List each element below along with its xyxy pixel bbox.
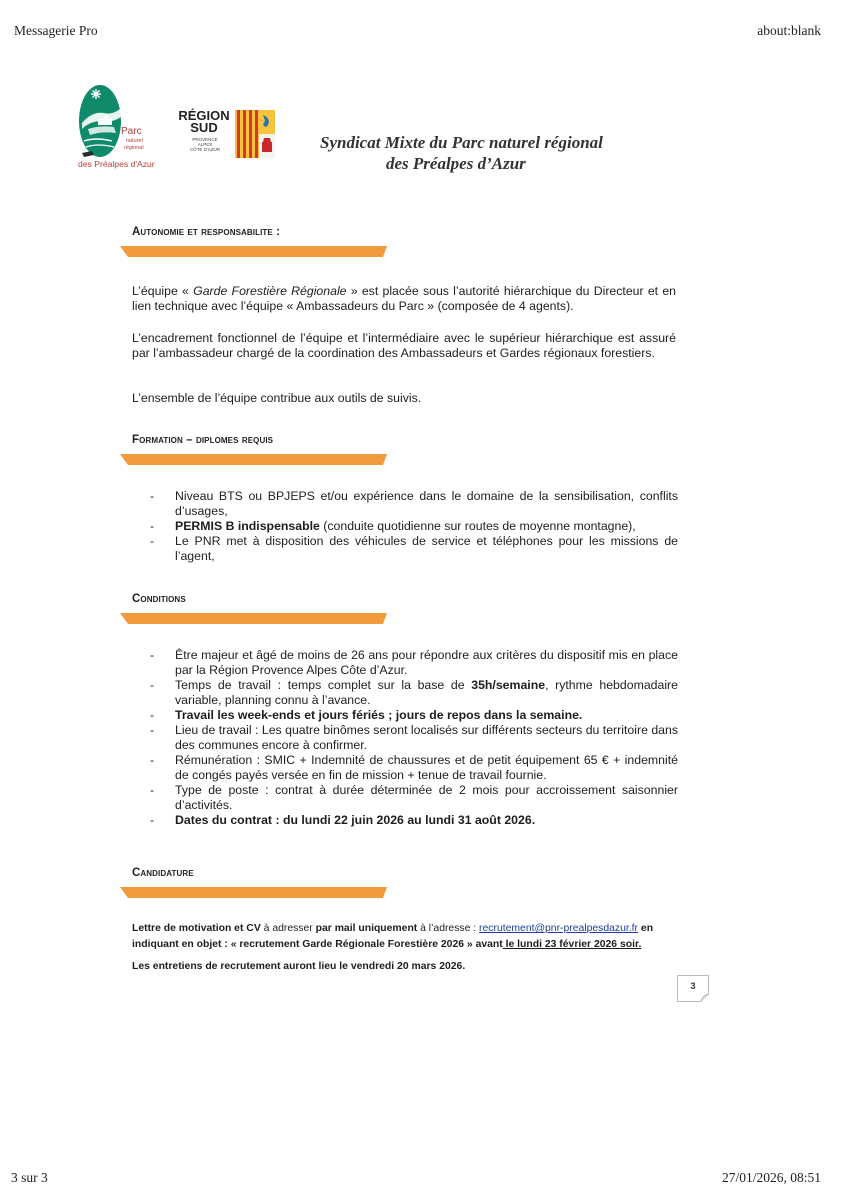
document-title: Syndicat Mixte du Parc naturel régional des Préalpes d’Azur — [320, 133, 603, 173]
section-underline-bar — [120, 613, 387, 624]
section-heading-conditions: Conditions — [132, 593, 186, 605]
print-footer-datetime: 27/01/2026, 08:51 — [721, 1170, 821, 1185]
list-item: - Être majeur et âgé de moins de 26 ans pour répondre aux critères du dispositif mis en place par la Région Provence Alpes Côte d’Azur. — [150, 648, 678, 677]
print-header-url: about:blank — [757, 23, 821, 38]
section-heading-formation: Formation – diplomes requis — [132, 434, 274, 446]
region-sud-logo — [175, 110, 277, 160]
pnr-logo-text: naturel — [126, 138, 143, 144]
print-footer-page-count: 3 sur 3 — [11, 1170, 48, 1185]
list-item: - Lieu de travail : Les quatre binômes seront localisés sur différents secteurs du territoire dans des communes encore à confirmer. — [150, 723, 678, 752]
section-heading-candidature: Candidature — [132, 867, 194, 879]
region-coat-of-arms-icon — [235, 110, 275, 158]
print-header-title: Messagerie Pro — [14, 23, 98, 38]
page-number: 3 — [690, 981, 696, 991]
pnr-prealpes-logo — [78, 83, 155, 175]
conditions-list — [148, 648, 678, 828]
region-logo-subtitle: PROVENCE ALPES CÔTE D'AZUR — [189, 137, 221, 152]
paragraph-candidature-instructions: Lettre de motivation et CV à adresser par mail uniquement à l’adresse : recrutement@pnr-prealpesdazur.fr en indiquant en objet : « recrutement Garde Régionale Forestière 2026 » avant le lundi 23 février 2026 soir. — [132, 923, 654, 950]
list-item: - Temps de travail : temps complet sur la base de 35h/semaine, rythme hebdomadaire variable, planning connu à l’avance. — [150, 678, 678, 707]
list-item: - Niveau BTS ou BPJEPS et/ou expérience dans le domaine de la sensibilisation, conflits d’usages, — [150, 489, 678, 518]
list-item: - Travail les week-ends et jours fériés ; jours de repos dans la semaine. — [150, 708, 583, 722]
list-item: - Dates du contrat : du lundi 22 juin 2026 au lundi 31 août 2026. — [150, 813, 536, 827]
pnr-logo-text: des Préalpes d'Azur — [78, 159, 155, 169]
paragraph-autonomie-3: L’ensemble de l’équipe contribue aux outils de suivis. — [132, 391, 422, 405]
list-item: - Type de poste : contrat à durée déterminée de 2 mois pour accroissement saisonnier d’activités. — [150, 783, 678, 812]
section-underline-bar — [120, 246, 387, 257]
pnr-logo-text: régional — [124, 145, 144, 151]
paragraph-autonomie-2: L’encadrement fonctionnel de l’équipe et l’intermédiaire avec le supérieur hiérarchique est assuré par l’ambassadeur chargé de la coordination des Ambassadeurs et Gardes régionaux forestiers. — [132, 331, 676, 360]
section-underline-bar — [120, 887, 387, 898]
section-heading-autonomie: Autonomie et responsabilite : — [132, 226, 281, 238]
region-logo-title: RÉGION SUD — [178, 108, 230, 135]
pnr-logo-text: Parc — [121, 126, 142, 137]
page-number-box — [677, 975, 709, 1002]
paragraph-candidature-interviews: Les entretiens de recrutement auront lieu le vendredi 20 mars 2026. — [132, 961, 466, 972]
formation-requirements-list — [148, 489, 678, 564]
list-item: - Le PNR met à disposition des véhicules de service et téléphones pour les missions de l’agent, — [150, 534, 678, 563]
list-item: - Rémunération : SMIC + Indemnité de chaussures et de petit équipement 65 € + indemnité de congés payés versée en fin de mission + tenue de travail fournie. — [150, 753, 678, 782]
recruitment-email-link[interactable]: recrutement@pnr-prealpesdazur.fr — [479, 923, 639, 934]
paragraph-autonomie-1: L’équipe « Garde Forestière Régionale » est placée sous l’autorité hiérarchique du Directeur et en lien technique avec l’équipe « Ambassadeurs du Parc » (composée de 4 agents). — [132, 284, 676, 313]
list-item: - PERMIS B indispensable (conduite quotidienne sur routes de moyenne montagne), — [150, 519, 636, 533]
section-underline-bar — [120, 454, 387, 465]
application-deadline: le lundi 23 février 2026 soir. — [502, 939, 642, 950]
